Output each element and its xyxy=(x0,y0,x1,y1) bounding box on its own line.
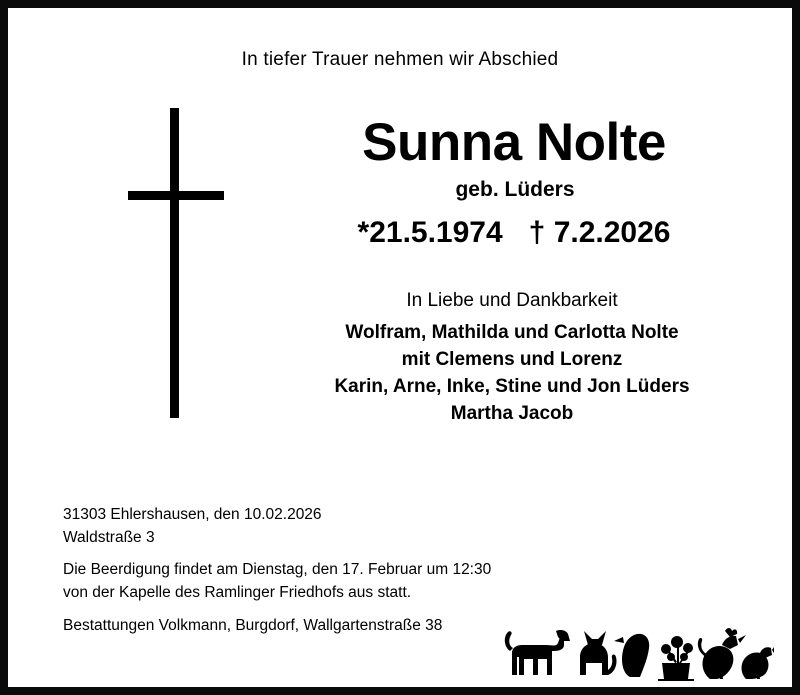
cross-horizontal-bar xyxy=(128,191,224,200)
birth-date: *21.5.1974 xyxy=(357,216,503,249)
funeral-home: Bestattungen Volkmann, Burgdorf, Wallgartenstraße 38 xyxy=(63,617,443,634)
service-info xyxy=(63,559,491,605)
mourner-line: mit Clemens und Lorenz xyxy=(401,348,623,370)
place-block xyxy=(63,503,322,550)
street-address: Waldstraße 3 xyxy=(63,529,155,547)
opening-line: In tiefer Trauer nehmen wir Abschied xyxy=(241,49,559,70)
mourners-list xyxy=(252,320,772,428)
place-and-date: 31303 Ehlershausen, den 10.02.2026 xyxy=(63,506,322,523)
cross-vertical-bar xyxy=(170,108,179,418)
deceased-dates xyxy=(250,216,778,250)
obituary-notice xyxy=(8,8,792,687)
mourner-line: Karin, Arne, Inke, Stine und Jon Lüders xyxy=(334,375,690,397)
mourner-line: Wolfram, Mathilda und Carlotta Nolte xyxy=(345,322,679,343)
deceased-name: Sunna Nolte xyxy=(362,113,666,172)
service-line: Die Beerdigung findet am Dienstag, den 17. Februar um 12:30 xyxy=(63,561,492,578)
mourner-line: Martha Jacob xyxy=(450,402,574,424)
deceased-block xyxy=(258,113,778,250)
dedication-line: In Liebe und Dankbarkeit xyxy=(406,290,618,311)
cross-icon xyxy=(128,108,224,418)
service-line: von der Kapelle des Ramlinger Friedhofs aus statt. xyxy=(63,583,412,601)
deceased-maiden-name: geb. Lüders xyxy=(455,178,575,201)
death-date: † 7.2.2026 xyxy=(528,216,671,249)
animal-silhouettes-icon xyxy=(494,601,774,681)
